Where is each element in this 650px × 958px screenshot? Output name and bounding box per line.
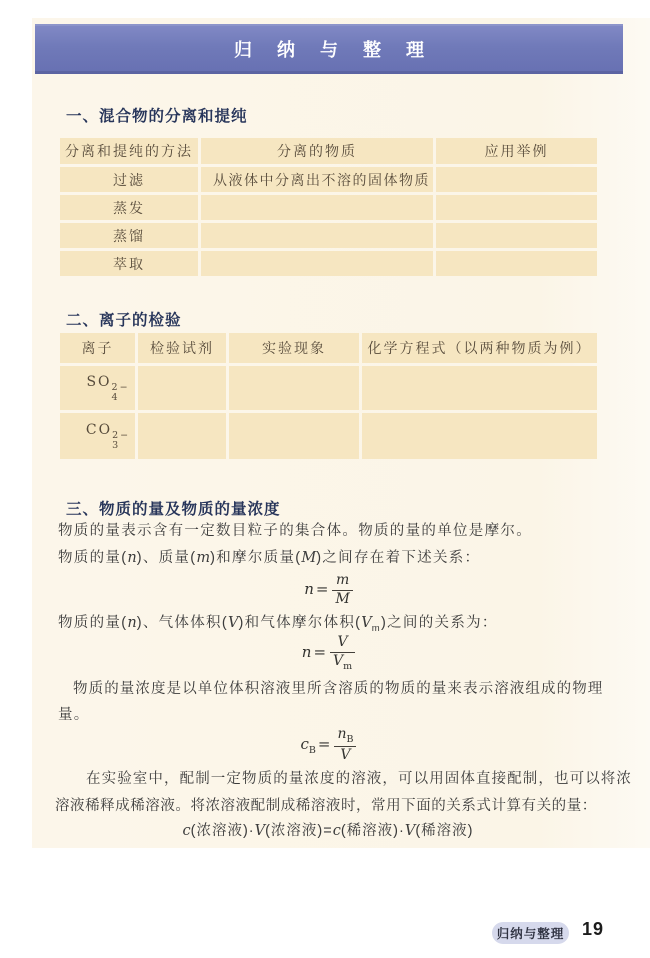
page-title: 归 纳 与 整 理	[233, 40, 434, 60]
body-line: 物质的量表示含有一定数目粒子的集合体。物质的量的单位是摩尔。	[58, 523, 532, 539]
col-header-reagent: 检验试剂	[138, 333, 226, 363]
ion-charge: 2− 3	[112, 429, 131, 451]
example-cell	[436, 223, 597, 248]
table-row	[60, 167, 597, 192]
equation-cell	[362, 413, 597, 459]
example-cell	[436, 251, 597, 276]
substance-cell	[201, 195, 433, 220]
reagent-cell	[138, 366, 226, 410]
body-line: 物质的量(n)、气体体积(V)和气体摩尔体积$(V_m)$之间的关系为：	[58, 615, 498, 634]
body-line: 溶液稀释成稀溶液。将浓溶液配制成稀溶液时，常用下面的关系式计算有关的量：	[55, 798, 597, 814]
fraction: $\frac{n_B}{V}$	[334, 726, 356, 764]
fraction: $\frac{m}{M}$	[332, 572, 352, 608]
body-line: 量。	[58, 707, 90, 723]
ion-test-table	[57, 330, 600, 462]
substance-cell	[201, 251, 433, 276]
equation-cell	[362, 366, 597, 410]
substance-cell	[201, 223, 433, 248]
formula-cB-nB-V: $c_B$ = $\frac{n_B}{V}$	[57, 726, 600, 764]
table-row	[60, 251, 597, 276]
formula-n-V-Vm: n = $\frac{V}{V_m}$	[57, 634, 600, 672]
body-line: 物质的量(n)、质量(m)和摩尔质量(M)之间存在着下述关系：	[58, 550, 481, 566]
section-two-title: 二、离子的检验	[66, 312, 182, 329]
col-header-phenomenon: 实验现象	[229, 333, 359, 363]
example-cell	[436, 167, 597, 192]
fraction: $\frac{V}{V_m}$	[330, 634, 355, 672]
table-header-row	[60, 138, 597, 164]
formula-n-m-M: n = $\frac{m}{M}$	[57, 572, 600, 608]
separation-table	[57, 135, 600, 279]
ion-formula-carbonate	[60, 413, 135, 459]
substance-cell: 从液体中分离出不溶的固体物质	[201, 167, 433, 192]
method-cell: 萃取	[60, 251, 198, 276]
ion-base: CO	[85, 421, 113, 438]
col-header-example: 应用举例	[436, 138, 597, 164]
dilution-relation-line: c(浓溶液)·V(浓溶液)=c(稀溶液)·V(稀溶液)	[182, 823, 474, 839]
page-number: 19	[582, 919, 605, 939]
section-three-title: 三、物质的量及物质的量浓度	[66, 501, 281, 518]
footer-section-label: 归纳与整理	[496, 927, 565, 941]
section-one-title: 一、混合物的分离和提纯	[66, 108, 248, 125]
ion-formula-sulfate	[60, 366, 135, 410]
col-header-substance: 分离的物质	[201, 138, 433, 164]
method-cell: 过滤	[60, 167, 198, 192]
method-cell: 蒸馏	[60, 223, 198, 248]
method-cell: 蒸发	[60, 195, 198, 220]
reagent-cell	[138, 413, 226, 459]
header-banner	[35, 24, 623, 74]
ion-base: SO	[86, 373, 112, 390]
table-row-sulfate	[60, 366, 597, 410]
col-header-equation: 化学方程式（以两种物质为例）	[362, 333, 597, 363]
phenomenon-cell	[229, 413, 359, 459]
phenomenon-cell	[229, 366, 359, 410]
example-cell	[436, 195, 597, 220]
body-line: 在实验室中，配制一定物质的量浓度的溶液，可以用固体直接配制，也可以将浓	[86, 771, 632, 787]
table-row	[60, 223, 597, 248]
col-header-method: 分离和提纯的方法	[60, 138, 198, 164]
table-row-carbonate	[60, 413, 597, 459]
footer-section-badge	[492, 922, 569, 944]
body-line: 物质的量浓度是以单位体积溶液里所含溶质的物质的量来表示溶液组成的物理	[73, 681, 604, 697]
col-header-ion: 离子	[60, 333, 135, 363]
ion-charge: 2− 4	[111, 381, 130, 403]
table-row	[60, 195, 597, 220]
table-header-row	[60, 333, 597, 363]
